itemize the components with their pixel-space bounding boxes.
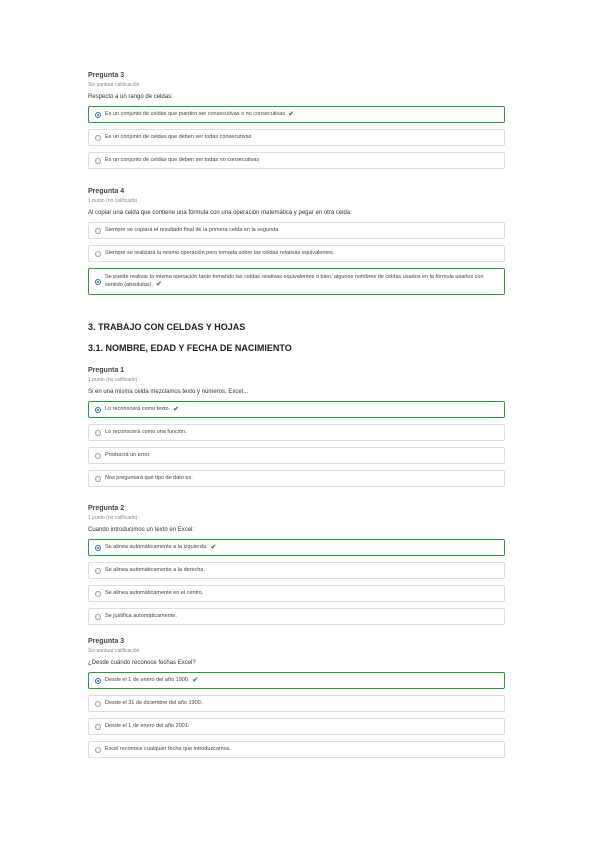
question-title: Pregunta 2 <box>88 505 125 512</box>
question-block <box>88 367 505 493</box>
question-prompt: Respecto a un rango de celdas: <box>88 94 173 100</box>
checkmark-icon: ✔ <box>156 281 162 288</box>
option-text: Se justifica automáticamente. <box>105 613 177 619</box>
radio-icon[interactable] <box>95 747 101 753</box>
answer-option[interactable] <box>88 539 505 556</box>
option-text: Se alinea automáticamente en el centro. <box>105 590 204 596</box>
question-title: Pregunta 3 <box>88 638 125 645</box>
option-text: Desde el 31 de diciembre del año 1900. <box>105 700 203 706</box>
radio-icon[interactable] <box>95 430 101 436</box>
question-block <box>88 188 505 301</box>
answer-option[interactable] <box>88 129 505 146</box>
question-prompt: Cuando introducimos un texto en Excel: <box>88 527 195 533</box>
question-title: Pregunta 4 <box>88 188 125 195</box>
answer-option[interactable] <box>88 152 505 169</box>
question-meta: 1 punto (no calificado) <box>88 198 138 204</box>
section-heading: 3. TRABAJO CON CELDAS Y HOJAS <box>88 322 246 332</box>
question-title: Pregunta 1 <box>88 367 125 374</box>
radio-icon[interactable] <box>95 568 101 574</box>
option-text: Lo reconocerá como texto. <box>105 406 171 412</box>
answer-option[interactable] <box>88 268 505 295</box>
radio-icon[interactable] <box>95 476 101 482</box>
checkmark-icon: ✔ <box>210 544 217 551</box>
option-text: Desde el 1 de enero del año 1900. <box>105 677 190 683</box>
answer-option[interactable] <box>88 695 505 712</box>
option-text: Es un conjunto de celdas que deben ser todas no consecutivas <box>105 157 260 163</box>
question-title: Pregunta 3 <box>88 72 125 79</box>
question-meta: Sin puntuar calificación <box>88 648 140 654</box>
radio-selected-icon[interactable] <box>95 678 101 684</box>
answer-option[interactable] <box>88 424 505 441</box>
option-text: Se alinea automáticamente a la derecha. <box>105 567 205 573</box>
answer-option[interactable] <box>88 741 505 758</box>
answer-option[interactable] <box>88 470 505 487</box>
answer-option[interactable] <box>88 562 505 579</box>
subsection-heading: 3.1. NOMBRE, EDAD Y FECHA DE NACIMIENTO <box>88 343 292 353</box>
checkmark-icon: ✔ <box>288 111 294 118</box>
option-text: Lo reconocerá como una función. <box>105 429 187 435</box>
answer-option[interactable] <box>88 672 505 689</box>
answer-option[interactable] <box>88 585 505 602</box>
radio-selected-icon[interactable] <box>95 279 101 285</box>
radio-icon[interactable] <box>95 251 101 257</box>
answer-option[interactable] <box>88 245 505 262</box>
radio-selected-icon[interactable] <box>95 407 101 413</box>
radio-icon[interactable] <box>95 724 101 730</box>
option-text: Se puede realizar la misma operación tanto tomando las celdas relativas equivalentes o bien, algunos nombres de celdas usados en la fórmula usarlos con sentido (absolutas). ✔ <box>105 274 484 288</box>
option-text: Se alinea automáticamente a la izquierda. <box>105 544 208 550</box>
question-prompt: Al copiar una celda que contiene una fórmula con una operación matemática y pegar en otra celda: <box>88 210 352 216</box>
question-meta: Sin puntuar calificación <box>88 82 140 88</box>
radio-icon[interactable] <box>95 591 101 597</box>
answer-option[interactable] <box>88 718 505 735</box>
radio-selected-icon[interactable] <box>95 545 101 551</box>
option-text: Nos preguntará qué tipo de dato es. <box>105 475 193 481</box>
question-block <box>88 638 505 764</box>
radio-icon[interactable] <box>95 228 101 234</box>
radio-icon[interactable] <box>95 701 101 707</box>
answer-option[interactable] <box>88 222 505 239</box>
answer-option[interactable] <box>88 608 505 625</box>
radio-icon[interactable] <box>95 614 101 620</box>
option-text: Es un conjunto de celdas que deben ser todas consecutivas <box>105 134 252 140</box>
question-block <box>88 505 505 631</box>
answer-option[interactable] <box>88 447 505 464</box>
option-text: Siempre se copiará el resultado final de la primera celda en la segunda <box>105 227 279 233</box>
radio-icon[interactable] <box>95 135 101 141</box>
question-prompt: ¿Desde cuándo reconoce fechas Excel? <box>88 660 196 666</box>
radio-icon[interactable] <box>95 158 101 164</box>
answer-option[interactable] <box>88 106 505 123</box>
option-text: Excel reconoce cualquier fecha que introduzcamos. <box>105 746 231 752</box>
radio-icon[interactable] <box>95 453 101 459</box>
radio-selected-icon[interactable] <box>95 112 101 118</box>
answer-option[interactable] <box>88 401 505 418</box>
question-block <box>88 72 505 175</box>
checkmark-icon: ✔ <box>192 677 199 684</box>
question-prompt: Si en una misma celda mezclamos texto y números, Excel... <box>88 389 249 395</box>
option-text: Desde el 1 de enero del año 2001. <box>105 723 190 729</box>
option-text: Producirá un error. <box>105 452 151 458</box>
option-text: Siempre se realizará la misma operación pero tomada sobre las celdas relativas equivalentes. <box>105 250 335 256</box>
option-text: Es un conjunto de celdas que pueden ser consecutivas o no consecutivas <box>105 111 286 117</box>
question-meta: 1 punto (no calificado) <box>88 377 138 383</box>
question-meta: 1 punto (no calificado) <box>88 515 138 521</box>
checkmark-icon: ✔ <box>173 406 179 413</box>
